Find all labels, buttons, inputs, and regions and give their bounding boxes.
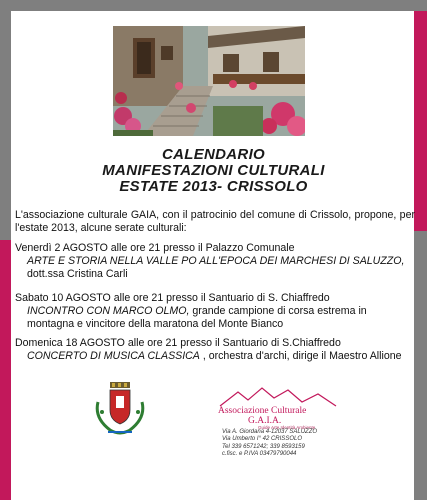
association-name-line-2: G.A.I.A. [248, 416, 282, 426]
village-photo [113, 26, 305, 136]
address-line-2: Via Umberto I° 42 CRISSOLO [222, 436, 302, 443]
association-name-line-1: Associazione Culturale [218, 406, 307, 416]
title-line-3: ESTATE 2013- CRISSOLO [119, 178, 308, 195]
intro-paragraph: L'associazione culturale GAIA, con il patrocinio del comune di Crissolo, propone, per l'estate 2013, alcune serate culturali: [15, 209, 415, 235]
event-2-body [15, 305, 415, 331]
phone-line: Tel 339 6571242; 339 8593159 [222, 443, 305, 450]
association-address [222, 429, 362, 458]
event-3-body [15, 350, 415, 363]
event-1-detail: dott.ssa Cristina Carli [27, 268, 128, 281]
event-3-title: CONCERTO DI MUSICA CLASSICA [27, 350, 200, 363]
event-3 [15, 337, 415, 363]
tax-line: c.fisc. e P.IVA 03479790044 [222, 450, 297, 457]
event-1-title: ARTE E STORIA NELLA VALLE PO ALL'EPOCA DEI MARCHESI DI SALUZZO, [27, 255, 405, 268]
crissolo-crest-logo [90, 382, 150, 440]
event-3-header: Domenica 18 AGOSTO alle ore 21 presso il Santuario di S.Chiaffredo [15, 337, 341, 349]
frame-top-border [0, 0, 427, 11]
event-3-detail: , orchestra d'archi, dirige il Maestro Allione [199, 350, 402, 363]
frame-right-border-pink [414, 11, 427, 231]
frame-left-border-gray [0, 0, 11, 240]
event-2-header: Sabato 10 AGOSTO alle ore 21 presso il Santuario di S. Chiaffredo [15, 292, 330, 304]
association-tagline: Guide Arte Identità Ambiente [258, 425, 316, 430]
frame-right-border-gray [414, 231, 427, 500]
address-line-1: Via A. Giordana 4-12037 SALUZZO [222, 429, 318, 435]
event-1-body [15, 255, 415, 281]
frame-left-border-pink [0, 240, 11, 500]
event-1 [15, 242, 415, 282]
title-line-1: CALENDARIO [162, 146, 265, 163]
title-line-2: MANIFESTAZIONI CULTURALI [102, 162, 325, 179]
event-2 [15, 292, 415, 332]
association-name [218, 406, 358, 426]
event-2-title: INCONTRO CON MARCO OLMO, [27, 305, 190, 318]
event-2-detail: grande campione di corsa estrema in montagna e vincitore della maratona del Monte Bianco [27, 305, 367, 331]
event-1-header: Venerdì 2 AGOSTO alle ore 21 presso il Palazzo Comunale [15, 242, 295, 254]
